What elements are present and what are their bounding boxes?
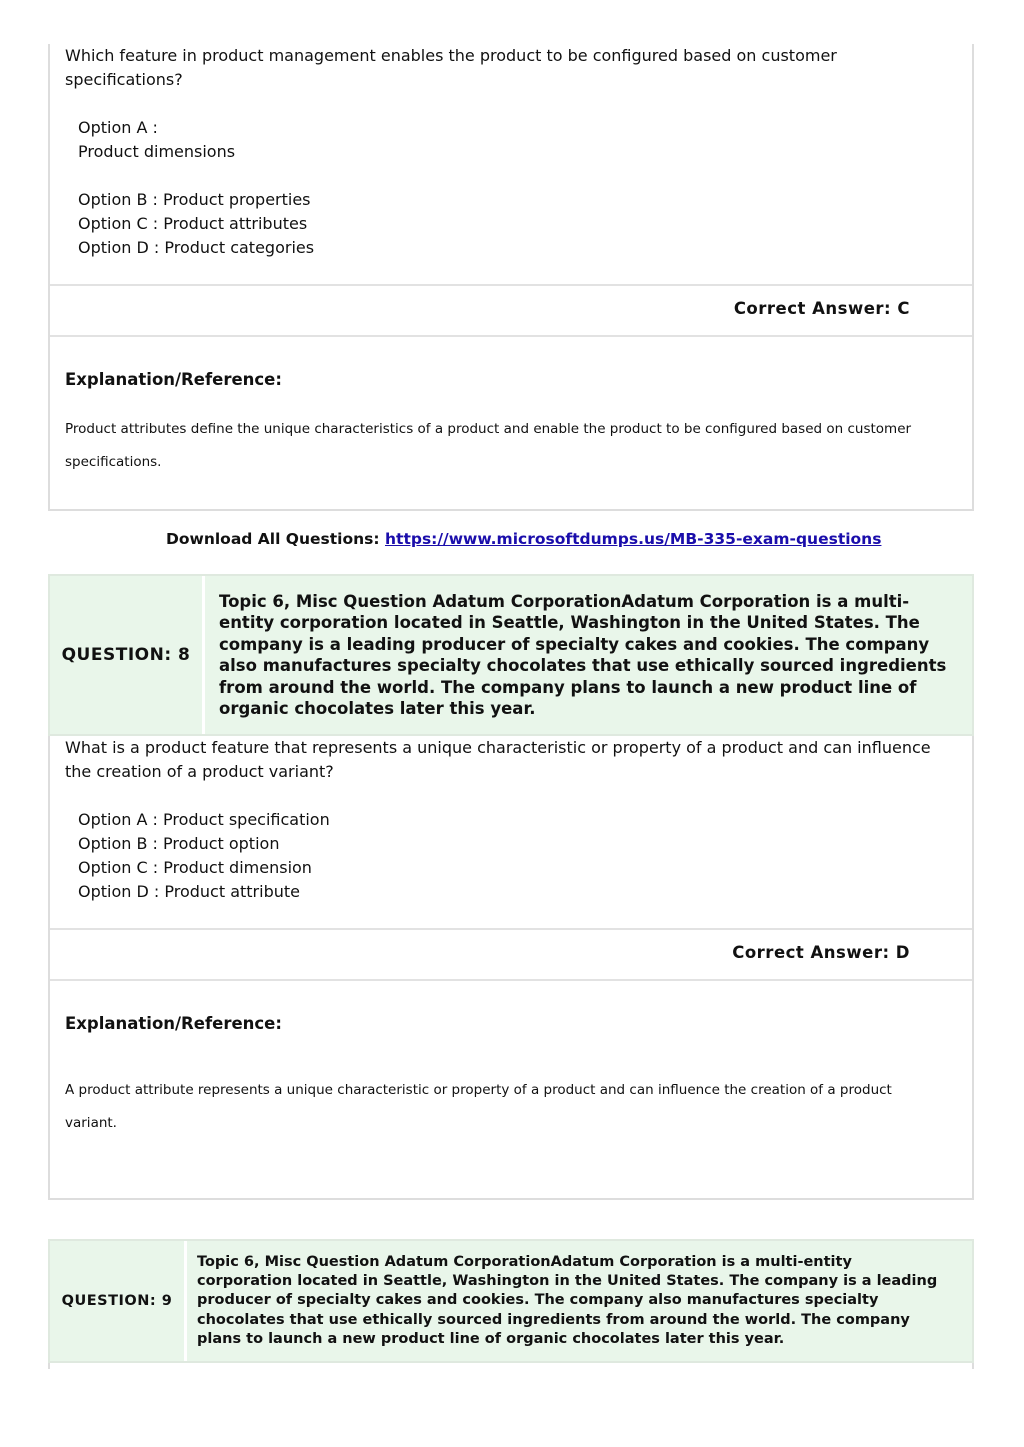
question-8-options — [78, 808, 330, 904]
option-spacer — [78, 164, 314, 188]
explanation-text: A product attribute represents a unique characteristic or property of a product and can influence the creation of a product variant. — [65, 1082, 892, 1131]
explanation-title: Explanation/Reference: — [65, 1014, 282, 1033]
explanation-text: Product attributes define the unique characteristics of a product and enable the product to be configured based on customer specifications. — [65, 421, 912, 470]
correct-answer: Correct Answer: C — [733, 299, 910, 318]
question-8-text: What is a product feature that represents a unique characteristic or property of a product and can influence the creation of a product variant? — [65, 738, 931, 781]
question-7-block — [48, 44, 974, 511]
option-a-text: Product dimensions — [78, 142, 236, 161]
header-divider — [184, 1241, 187, 1361]
explanation-title: Explanation/Reference: — [65, 370, 282, 389]
header-divider — [202, 576, 205, 734]
option-b: Option B : Product option — [78, 834, 280, 853]
option-d: Option D : Product attribute — [78, 882, 300, 901]
divider — [50, 284, 972, 286]
question-9-label: QUESTION: 9 — [61, 1293, 173, 1309]
option-d: Option D : Product categories — [78, 238, 315, 257]
download-link[interactable]: https://www.microsoftdumps.us/MB-335-exam-questions — [385, 530, 882, 548]
question-9-topic: Topic 6, Misc Question Adatum CorporationAdatum Corporation is a multi-entity corporation located in Seattle, Washington in the United States. The company is a leading producer of specialty cakes and cookies. The company also manufactures specialty chocolates that use ethically sourced ingredients from around the world. The company plans to launch a new product line of organic chocolates later this year. — [197, 1253, 938, 1347]
option-a-label: Option A : — [78, 118, 158, 137]
question-7-options — [78, 116, 314, 260]
divider — [50, 928, 972, 930]
divider — [50, 335, 972, 337]
option-b: Option B : Product properties — [78, 190, 311, 209]
question-8-label: QUESTION: 8 — [61, 645, 191, 665]
question-7-text: Which feature in product management enables the product to be configured based on customer specifications? — [65, 46, 837, 89]
option-c: Option C : Product dimension — [78, 858, 312, 877]
question-8-block — [48, 736, 974, 1200]
correct-answer: Correct Answer: D — [732, 943, 910, 962]
option-c: Option C : Product attributes — [78, 214, 308, 233]
question-9-block — [48, 1363, 974, 1369]
option-a: Option A : Product specification — [78, 810, 330, 829]
question-8-header — [48, 574, 974, 736]
divider — [50, 979, 972, 981]
download-label: Download All Questions: — [166, 530, 380, 548]
download-line — [166, 530, 881, 548]
question-9-header — [48, 1239, 974, 1363]
question-8-topic: Topic 6, Misc Question Adatum CorporationAdatum Corporation is a multi-entity corporation located in Seattle, Washington in the United States. The company is a leading producer of specialty cakes and cookies. The company also manufactures specialty chocolates that use ethically sourced ingredients from around the world. The company plans to launch a new product line of organic chocolates later this year. — [219, 591, 947, 718]
